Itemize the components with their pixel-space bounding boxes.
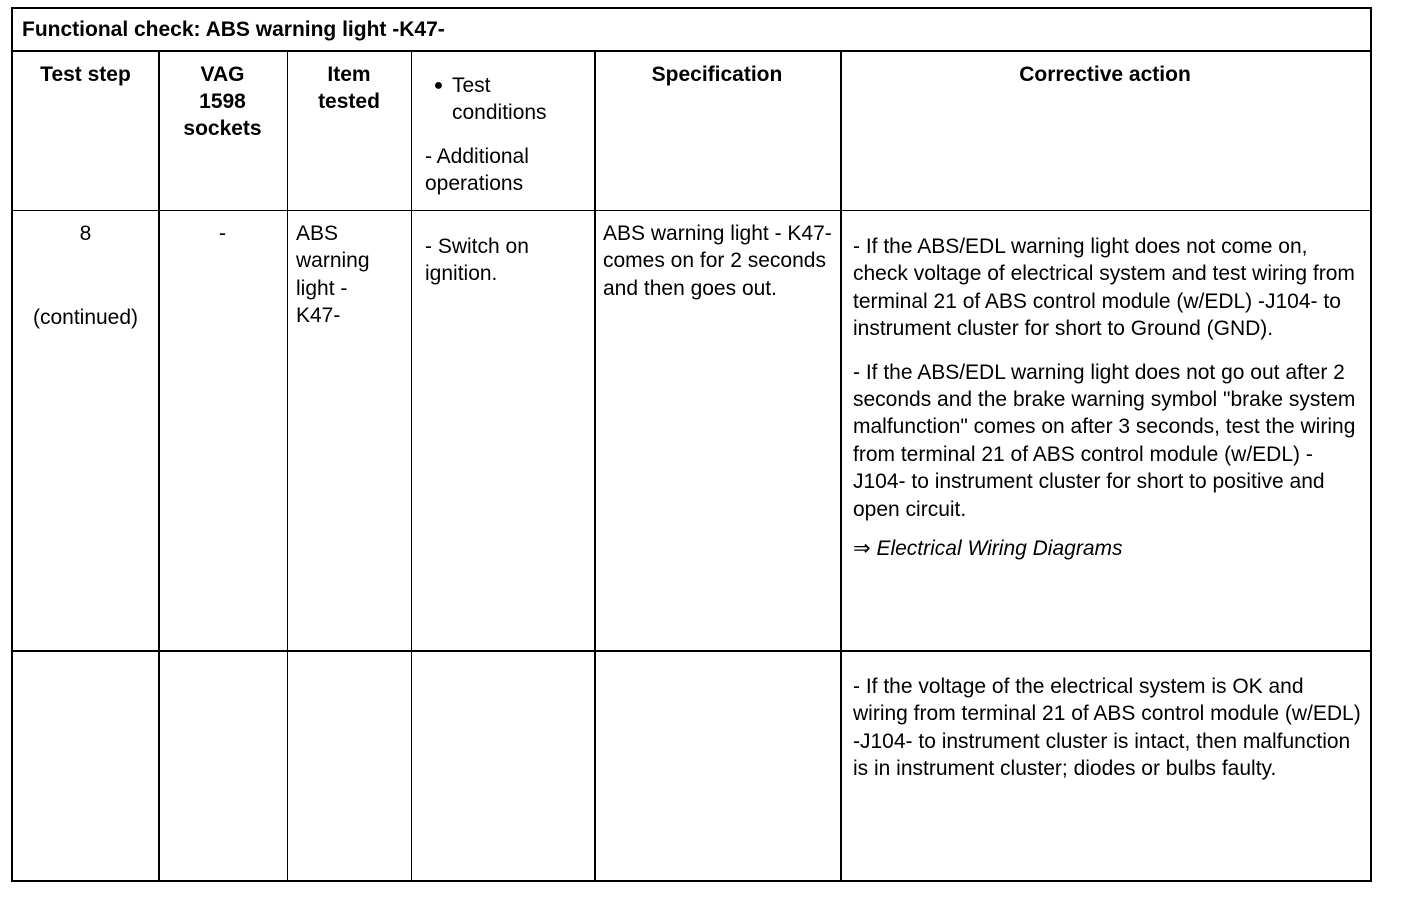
- header-item-tested: [287, 61, 411, 115]
- header-conditions: [425, 72, 590, 198]
- header-item-line: Item: [327, 63, 371, 86]
- table-title-row: [13, 9, 1370, 52]
- test-step-number: 8: [79, 222, 92, 245]
- header-vag-line: sockets: [183, 117, 262, 140]
- column-divider: [411, 52, 412, 880]
- row2-corrective-action: - If the voltage of the electrical system is OK and wiring from terminal 21 of ABS control module (w/EDL) -J104- to instrument cluster is intact, then malfunction is in instrument cluster; diodes or bulbs faulty.: [853, 675, 1361, 781]
- row-divider: [13, 210, 1370, 211]
- column-divider: [287, 52, 288, 880]
- wiring-diagram-reference[interactable]: [853, 535, 1363, 562]
- header-vag-line: VAG: [200, 63, 245, 86]
- arrow-right-icon: ⇒: [853, 537, 871, 561]
- header-conditions-bullet-text: Test conditions: [452, 74, 547, 125]
- header-test-step-label: Test step: [40, 63, 131, 86]
- row1-conditions: - Switch on ignition.: [425, 235, 529, 286]
- row-divider: [13, 650, 1370, 652]
- test-step-continued: (continued): [32, 306, 139, 330]
- header-item-line: tested: [318, 90, 380, 113]
- bullet-icon: ●: [433, 77, 444, 94]
- table-title: Functional check: ABS warning light -K47-: [22, 18, 445, 41]
- row1-test-step: [13, 220, 158, 332]
- corrective-action-paragraph: - If the ABS/EDL warning light does not go out after 2 seconds and the brake warning symbol "brake system malfunction" comes on after 3 seconds, test the wiring from terminal 21 of ABS control module (w/EDL) -J104- to instrument cluster for short to positive and open circuit.: [853, 360, 1356, 521]
- row1-sockets: -: [219, 222, 226, 245]
- header-specification: [594, 61, 840, 88]
- row1-corrective-action: [853, 233, 1363, 562]
- row1-specification: ABS warning light - K47- comes on for 2 seconds and then goes out.: [603, 222, 832, 300]
- header-corrective-action-label: Corrective action: [1019, 63, 1191, 86]
- header-conditions-bullet-item: [425, 72, 590, 127]
- header-specification-label: Specification: [651, 63, 783, 86]
- row1-item-tested: ABS warning light - K47-: [296, 222, 370, 328]
- header-vag-line: 1598: [199, 90, 246, 113]
- corrective-action-paragraph: - If the ABS/EDL warning light does not come on, check voltage of electrical system and test wiring from terminal 21 of ABS control module (w/EDL) -J104- to instrument cluster for short to Ground (GND).: [853, 235, 1355, 341]
- column-divider: [158, 52, 160, 880]
- header-test-step: [13, 61, 158, 88]
- header-conditions-additional: - Additional operations: [425, 144, 529, 196]
- wiring-diagram-link[interactable]: Electrical Wiring Diagrams: [876, 537, 1123, 561]
- column-divider: [594, 52, 596, 880]
- header-vag-sockets: [158, 61, 287, 142]
- header-corrective-action: [840, 61, 1370, 88]
- column-divider: [840, 52, 842, 880]
- functional-check-table: [11, 7, 1372, 882]
